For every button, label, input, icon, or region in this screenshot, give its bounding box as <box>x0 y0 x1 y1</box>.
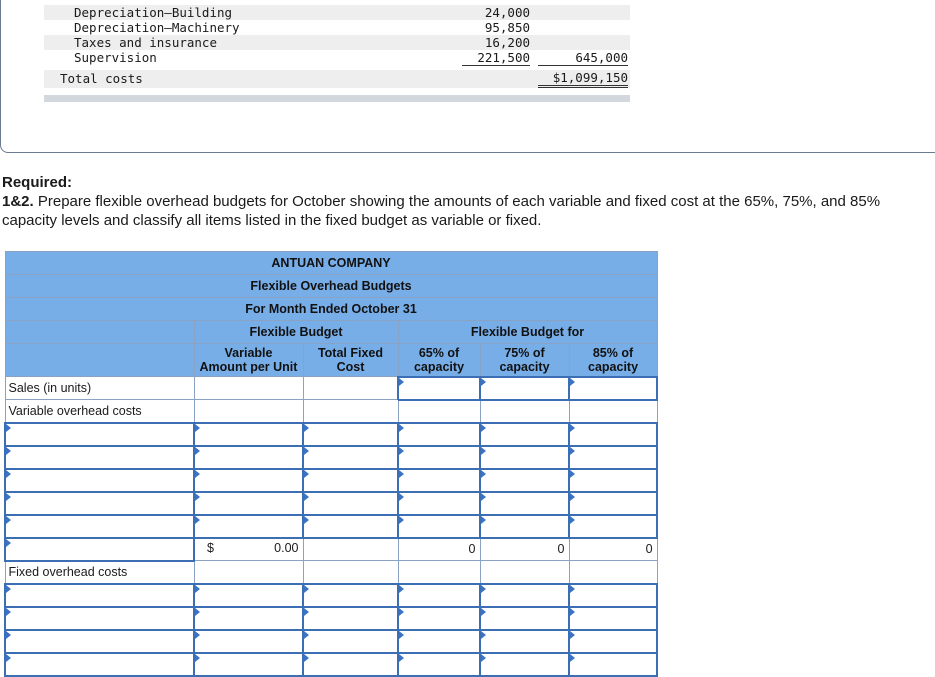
per-unit-input[interactable] <box>194 446 303 469</box>
required-heading: Required: <box>2 174 73 191</box>
item-dropdown[interactable] <box>5 492 194 515</box>
c75-input[interactable] <box>480 469 569 492</box>
c75-input[interactable] <box>480 492 569 515</box>
total-variable-85: 0 <box>569 538 657 561</box>
total-costs-label: Total costs <box>60 71 143 86</box>
fixed-cost-input[interactable] <box>303 607 398 630</box>
c75-input[interactable] <box>480 607 569 630</box>
item-dropdown[interactable] <box>5 446 194 469</box>
c85-input[interactable] <box>569 469 657 492</box>
sales-75-input[interactable] <box>480 377 569 400</box>
c75-input[interactable] <box>480 446 569 469</box>
budget-row-total: 645,000 <box>538 50 628 66</box>
cell <box>194 561 303 584</box>
c85-input[interactable] <box>569 423 657 446</box>
budget-row-amount: 24,000 <box>484 5 530 20</box>
item-dropdown[interactable] <box>5 584 194 607</box>
header-blank <box>5 344 194 377</box>
budget-row-amount: 95,850 <box>484 20 530 35</box>
fixed-cost-input[interactable] <box>303 653 398 676</box>
per-unit-input[interactable] <box>194 423 303 446</box>
total-variable-75: 0 <box>480 538 569 561</box>
c75-input[interactable] <box>480 630 569 653</box>
sales-65-input[interactable] <box>398 377 480 400</box>
fixed-input-row <box>5 584 657 607</box>
c85-input[interactable] <box>569 630 657 653</box>
cell <box>303 561 398 584</box>
per-unit-input[interactable] <box>194 515 303 538</box>
total-variable-per-unit <box>194 538 303 561</box>
variable-overhead-label: Variable overhead costs <box>5 400 194 423</box>
c65-input[interactable] <box>398 492 480 515</box>
col-65-capacity: 65% of capacity <box>398 344 480 377</box>
c75-input[interactable] <box>480 423 569 446</box>
c85-input[interactable] <box>569 446 657 469</box>
per-unit-input[interactable] <box>194 607 303 630</box>
group-flexible-budget-for: Flexible Budget for <box>398 321 657 344</box>
per-unit-input[interactable] <box>194 653 303 676</box>
c85-input[interactable] <box>569 607 657 630</box>
fixed-cost-input[interactable] <box>303 446 398 469</box>
per-unit-input[interactable] <box>194 492 303 515</box>
cell <box>480 561 569 584</box>
budget-row <box>44 5 630 20</box>
budget-row-label: Depreciation–Machinery <box>74 20 240 35</box>
budget-row-amount: 16,200 <box>484 35 530 50</box>
cell <box>194 377 303 400</box>
c85-input[interactable] <box>569 584 657 607</box>
fixed-cost-input[interactable] <box>303 469 398 492</box>
sales-85-input[interactable] <box>569 377 657 400</box>
fixed-cost-input[interactable] <box>303 515 398 538</box>
required-number: 1&2. <box>2 193 34 210</box>
c85-input[interactable] <box>569 515 657 538</box>
company-name: ANTUAN COMPANY <box>5 252 657 275</box>
cell <box>194 400 303 423</box>
col-total-fixed-cost: Total Fixed Cost <box>303 344 398 377</box>
budget-row-label: Depreciation–Building <box>74 5 233 20</box>
c75-input[interactable] <box>480 653 569 676</box>
cell <box>569 561 657 584</box>
budget-row <box>44 20 630 35</box>
per-unit-input[interactable] <box>194 584 303 607</box>
flexible-budget-table <box>4 251 658 677</box>
required-text: Prepare flexible overhead budgets for October showing the amounts of each variable and fixed cost at the 65%, 75%, and 85% capacity levels and classify all items listed in the fixed budget as variable or fixed. <box>2 193 881 229</box>
total-variable-label-input[interactable] <box>5 538 194 561</box>
fixed-input-row <box>5 607 657 630</box>
budget-row-label: Taxes and insurance <box>74 35 217 50</box>
table-period: For Month Ended October 31 <box>5 298 657 321</box>
budget-row <box>44 35 630 50</box>
total-variable-row <box>5 538 657 561</box>
item-dropdown[interactable] <box>5 515 194 538</box>
c65-input[interactable] <box>398 446 480 469</box>
cell <box>303 377 398 400</box>
variable-input-row <box>5 492 657 515</box>
item-dropdown[interactable] <box>5 630 194 653</box>
c65-input[interactable] <box>398 607 480 630</box>
fixed-cost-input[interactable] <box>303 630 398 653</box>
c85-input[interactable] <box>569 492 657 515</box>
variable-input-row <box>5 423 657 446</box>
header-blank <box>5 321 194 344</box>
item-dropdown[interactable] <box>5 423 194 446</box>
cell <box>303 400 398 423</box>
fixed-cost-input[interactable] <box>303 423 398 446</box>
total-variable-65: 0 <box>398 538 480 561</box>
c65-input[interactable] <box>398 584 480 607</box>
table-title: Flexible Overhead Budgets <box>5 275 657 298</box>
dollar-sign: $ <box>207 540 214 555</box>
c75-input[interactable] <box>480 515 569 538</box>
cell <box>480 400 569 423</box>
budget-total-row <box>44 70 630 88</box>
c75-input[interactable] <box>480 584 569 607</box>
c85-input[interactable] <box>569 653 657 676</box>
group-flexible-budget: Flexible Budget <box>194 321 398 344</box>
cell <box>398 400 480 423</box>
fixed-input-row <box>5 630 657 653</box>
variable-input-row <box>5 446 657 469</box>
fixed-cost-input[interactable] <box>303 492 398 515</box>
panel-divider <box>44 95 630 102</box>
cell <box>303 538 398 561</box>
variable-input-row <box>5 515 657 538</box>
col-variable-amount: Variable Amount per Unit <box>194 344 303 377</box>
budget-row-amount: 221,500 <box>462 50 530 66</box>
cell <box>569 400 657 423</box>
col-75-capacity: 75% of capacity <box>480 344 569 377</box>
budget-row <box>44 50 630 65</box>
fixed-input-row <box>5 653 657 676</box>
fixed-cost-input[interactable] <box>303 584 398 607</box>
c65-input[interactable] <box>398 469 480 492</box>
per-unit-total: 0.00 <box>274 540 299 555</box>
col-85-capacity: 85% of capacity <box>569 344 657 377</box>
per-unit-input[interactable] <box>194 469 303 492</box>
budget-row-label: Supervision <box>74 50 157 65</box>
fixed-overhead-label: Fixed overhead costs <box>5 561 194 584</box>
cell <box>398 561 480 584</box>
sales-label: Sales (in units) <box>5 377 194 400</box>
c65-input[interactable] <box>398 653 480 676</box>
c65-input[interactable] <box>398 515 480 538</box>
item-dropdown[interactable] <box>5 469 194 492</box>
variable-input-row <box>5 469 657 492</box>
item-dropdown[interactable] <box>5 607 194 630</box>
c65-input[interactable] <box>398 423 480 446</box>
per-unit-input[interactable] <box>194 630 303 653</box>
item-dropdown[interactable] <box>5 653 194 676</box>
total-costs-value: $1,099,150 <box>538 70 628 88</box>
required-instructions <box>2 173 927 230</box>
c65-input[interactable] <box>398 630 480 653</box>
